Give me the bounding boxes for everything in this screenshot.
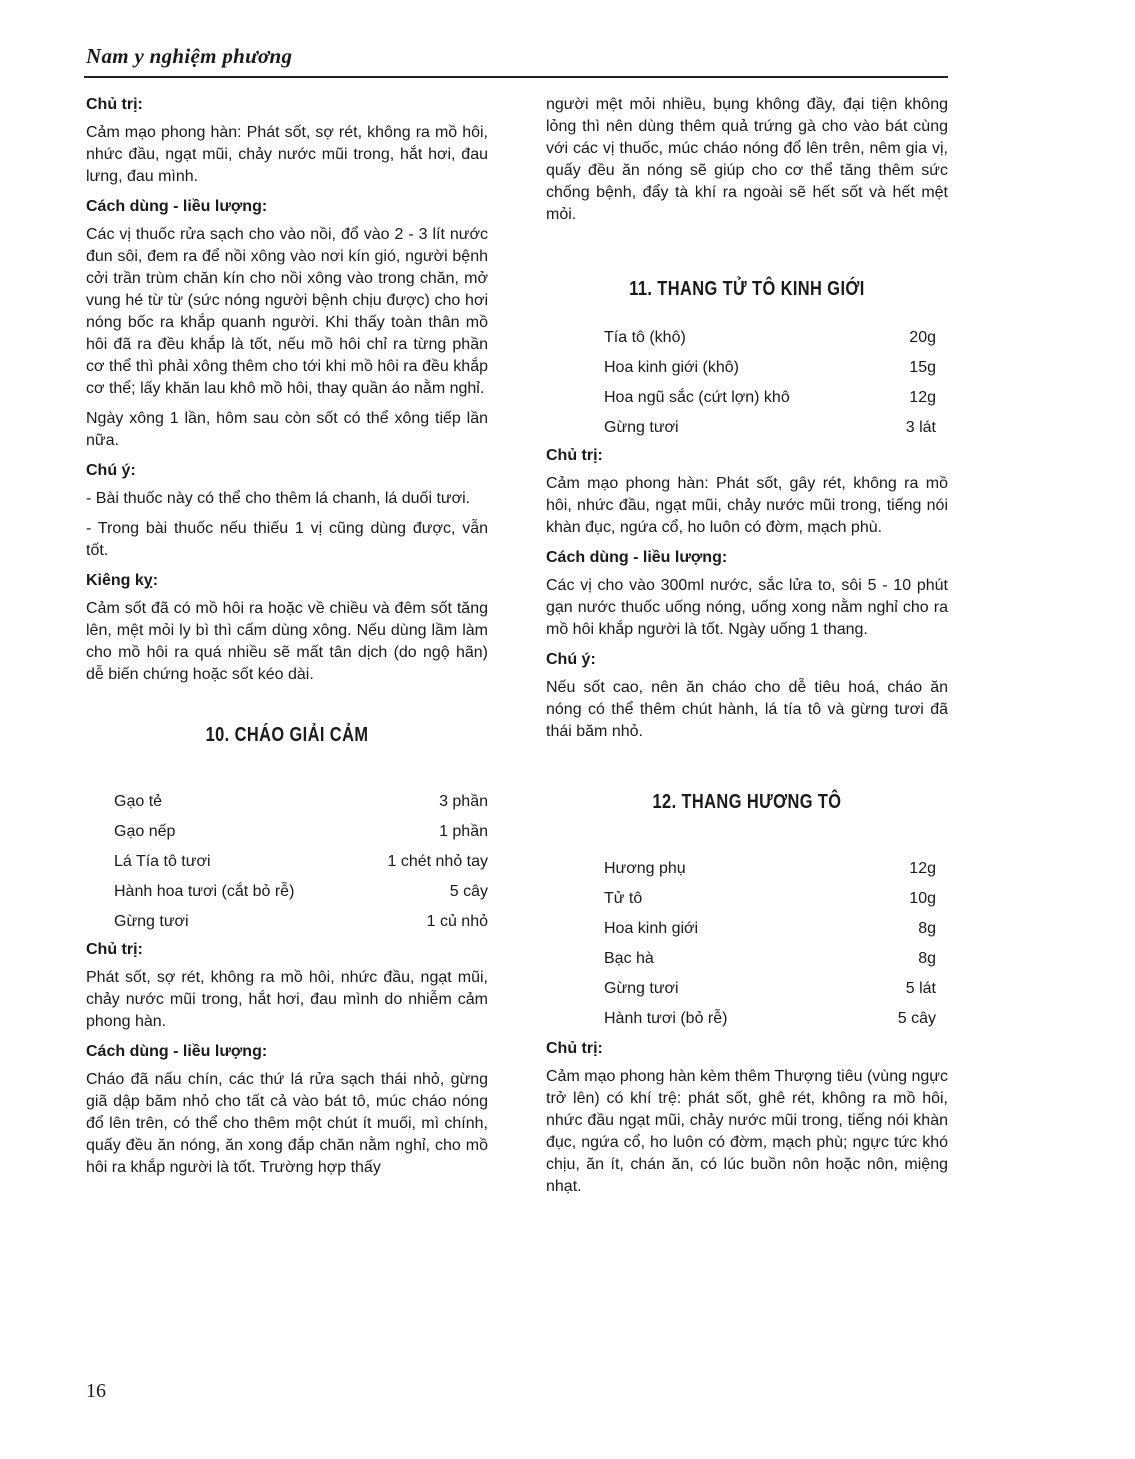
ingredient-row xyxy=(604,884,936,914)
ingredient-name: Gừng tươi xyxy=(604,419,679,436)
ingredient-row xyxy=(604,944,936,974)
ingredient-name: Gừng tươi xyxy=(114,913,189,930)
ingredient-qty: 1 chét nhỏ tay xyxy=(387,853,488,870)
running-title: Nam y nghiệm phương xyxy=(86,44,293,68)
indication-text: Cảm mạo phong hàn kèm thêm Thượng tiêu (vùng ngực trở lên) có khí trệ: phát sốt, ghê rét, không ra mồ hôi, nhức đầu ngạt mũi, chảy nước mũi trong, tiếng nói khàn đục, ngứa cổ, ho luôn có đờm, mạch phù; ngực tức khó chịu, ăn ít, chán ăn, có lúc buồn nôn hoặc nôn, miệng nhạt. xyxy=(546,1068,948,1195)
right-column xyxy=(546,94,948,1206)
ingredient-name: Hương phụ xyxy=(604,860,686,877)
recipe-title: 10. CHÁO GIẢI CẢM xyxy=(205,724,369,746)
ingredient-qty: 15g xyxy=(909,359,936,376)
ingredient-qty: 5 cây xyxy=(897,1010,936,1027)
ingredient-row xyxy=(604,353,936,383)
usage-text: Ngày xông 1 lần, hôm sau còn sốt có thể xông tiếp lần nữa. xyxy=(86,410,488,449)
ingredient-qty: 12g xyxy=(909,389,936,406)
indication-text: Cảm mạo phong hàn: Phát sốt, sợ rét, không ra mồ hôi, nhức đầu, ngạt mũi, chảy nước mũi trong, hắt hơi, đau lưng, đau mình. xyxy=(86,124,488,185)
ingredient-row xyxy=(604,974,936,1004)
ingredient-qty: 8g xyxy=(918,950,936,967)
usage-label: Cách dùng - liều lượng: xyxy=(546,549,728,566)
indication-label: Chủ trị: xyxy=(546,1040,603,1057)
ingredient-name: Tía tô (khô) xyxy=(604,329,686,346)
ingredient-list xyxy=(604,854,936,1034)
indication-text: Phát sốt, sợ rét, không ra mồ hôi, nhức đầu, ngạt mũi, chảy nước mũi trong, hắt hơi, đau mình do nhiễm cảm phong hàn. xyxy=(86,969,488,1030)
header-rule xyxy=(84,76,948,78)
ingredient-name: Hành tươi (bỏ rễ) xyxy=(604,1010,728,1027)
ingredient-list xyxy=(604,323,936,443)
note-label: Chú ý: xyxy=(546,651,596,668)
ingredient-row xyxy=(604,383,936,413)
ingredient-qty: 20g xyxy=(909,329,936,346)
ingredient-qty: 5 cây xyxy=(449,883,488,900)
ingredient-name: Hoa kinh giới xyxy=(604,920,699,937)
ingredient-name: Lá Tía tô tươi xyxy=(114,853,211,870)
ingredient-row xyxy=(114,817,488,847)
ingredient-name: Hoa kinh giới (khô) xyxy=(604,359,739,376)
ingredient-list xyxy=(114,787,488,937)
ingredient-name: Gừng tươi xyxy=(604,980,679,997)
ingredient-name: Bạc hà xyxy=(604,950,654,967)
note-item: - Bài thuốc này có thể cho thêm lá chanh, lá duối tươi. xyxy=(86,490,471,507)
usage-text: Các vị thuốc rửa sạch cho vào nồi, đổ vào 2 - 3 lít nước đun sôi, đem ra để nồi xông vào nơi kín gió, người bệnh cởi trần trùm chăn kín cho nồi xông vào trong chăn, mở vung hé từ từ (sức nóng người bệnh chịu được) cho hơi nóng bốc ra khắp quanh người. Khi thấy toàn thân mồ hôi đã ra đều khắp là tốt, nếu mồ hôi chỉ ra từng phần cơ thể thì phải xông thêm cho tới khi mồ hôi ra đều khắp cơ thể; lấy khăn lau khô mồ hôi, thay quần áo nằm nghỉ. xyxy=(86,226,488,397)
ingredient-qty: 3 lát xyxy=(905,419,936,436)
contraindication-label: Kiêng kỵ: xyxy=(86,572,159,589)
page-number: 16 xyxy=(86,1380,106,1402)
ingredient-name: Hành hoa tươi (cắt bỏ rễ) xyxy=(114,883,295,900)
ingredient-qty: 10g xyxy=(909,890,936,907)
usage-text: Cháo đã nấu chín, các thứ lá rửa sạch thái nhỏ, gừng giã dập băm nhỏ cho tất cả vào bát tô, múc cháo nóng đổ lên trên, có thể cho thêm một chút ít muối, mì chính, quấy đều ăn nóng, ăn xong đắp chăn nằm nghỉ, cho mồ hôi ra khắp người là tốt. Trường hợp thấy xyxy=(86,1071,488,1176)
recipe-title: 12. THANG HƯƠNG TÔ xyxy=(652,791,842,813)
ingredient-name: Gạo nếp xyxy=(114,823,176,840)
ingredient-qty: 1 phần xyxy=(439,823,488,840)
indication-label: Chủ trị: xyxy=(86,941,143,958)
ingredient-row xyxy=(114,787,488,817)
ingredient-qty: 12g xyxy=(909,860,936,877)
ingredient-qty: 8g xyxy=(918,920,936,937)
ingredient-qty: 5 lát xyxy=(905,980,936,997)
ingredient-name: Hoa ngũ sắc (cứt lợn) khô xyxy=(604,389,790,406)
ingredient-row xyxy=(114,877,488,907)
ingredient-name: Gạo tẻ xyxy=(114,793,163,810)
contraindication-text: Cảm sốt đã có mồ hôi ra hoặc về chiều và đêm sốt tăng lên, mệt mỏi ly bì thì cấm dùng xông. Nếu dùng lầm làm cho mồ hôi ra quá nhiều sẽ mất tân dịch (do ngộ hãn) dễ biến chứng hoặc sốt kéo dài. xyxy=(86,600,488,683)
ingredient-row xyxy=(604,854,936,884)
left-column xyxy=(86,94,488,1187)
continued-text: người mệt mỏi nhiều, bụng không đầy, đại tiện không lỏng thì nên dùng thêm quả trứng gà cho vào bát cùng với các vị thuốc, múc cháo nóng đổ lên trên, nêm gia vị, quấy đều ăn nóng sẽ giúp cho cơ thể tăng thêm sức chống bệnh, đẩy tà khí ra ngoài sẽ hết sốt và hết mệt mỏi. xyxy=(546,96,948,223)
indication-label: Chủ trị: xyxy=(546,447,603,464)
usage-label: Cách dùng - liều lượng: xyxy=(86,198,268,215)
usage-text: Các vị cho vào 300ml nước, sắc lửa to, sôi 5 - 10 phút gạn nước thuốc uống nóng, uống xong nằm nghỉ cho ra mồ hôi khắp người là tốt. Ngày uống 1 thang. xyxy=(546,577,948,638)
ingredient-row xyxy=(604,1004,936,1034)
ingredient-qty: 1 củ nhỏ xyxy=(426,913,488,930)
usage-label: Cách dùng - liều lượng: xyxy=(86,1043,268,1060)
ingredient-row xyxy=(604,914,936,944)
ingredient-name: Tử tô xyxy=(604,890,643,907)
note-text: Nếu sốt cao, nên ăn cháo cho dễ tiêu hoá, cháo ăn nóng có thể thêm chút hành, lá tía tô và gừng tươi đã thái băm nhỏ. xyxy=(546,679,948,740)
indication-text: Cảm mạo phong hàn: Phát sốt, gây rét, không ra mồ hôi, nhức đầu, ngạt mũi, chảy nước mũi trong, tiếng nói khàn đục, ngứa cổ, ho luôn có đờm, mạch phù. xyxy=(546,475,948,536)
note-item: - Trong bài thuốc nếu thiếu 1 vị cũng dùng được, vẫn tốt. xyxy=(86,520,488,559)
ingredient-row xyxy=(114,847,488,877)
ingredient-row xyxy=(114,907,488,937)
recipe-title: 11. THANG TỬ TÔ KINH GIỚI xyxy=(629,278,865,300)
ingredient-row xyxy=(604,323,936,353)
note-label: Chú ý: xyxy=(86,462,136,479)
ingredient-qty: 3 phần xyxy=(439,793,488,810)
ingredient-row xyxy=(604,413,936,443)
indication-label: Chủ trị: xyxy=(86,96,143,113)
